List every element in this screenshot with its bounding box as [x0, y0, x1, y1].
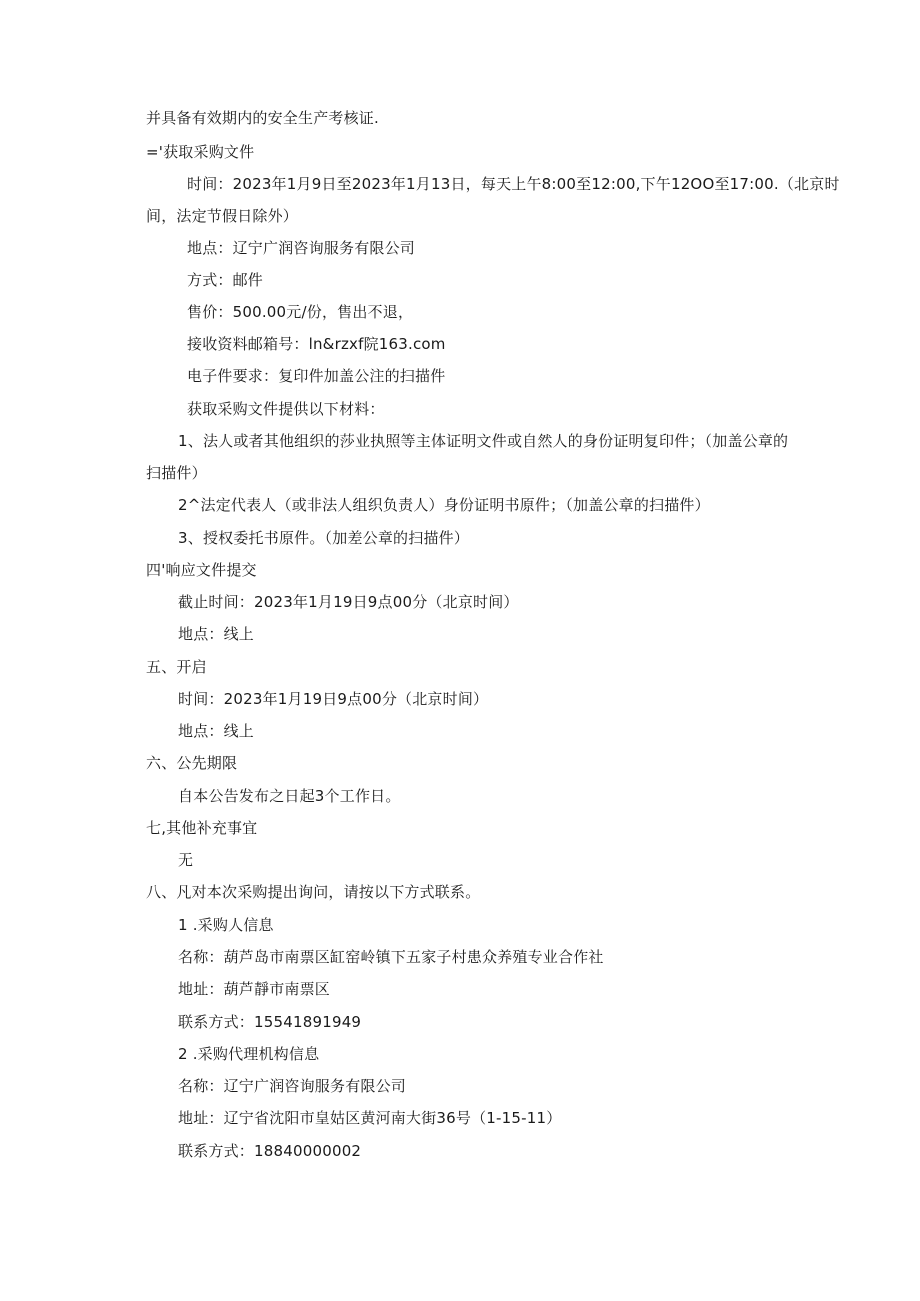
- text-line-email: 接收资料邮箱号：ln&rzxf院163.com: [187, 335, 446, 353]
- subheading-agency-info: 2 .采购代理机构信息: [178, 1045, 320, 1063]
- text-line-obtain-time: 时间：2023年1月9日至2023年1月13日，每天上午8:00至12:00,下午12OO至17:00.（北京时: [187, 175, 840, 193]
- text-line-deadline: 截止时间：2023年1月19日9点00分（北京时间）: [178, 593, 519, 611]
- list-item-material-2: 2^法定代表人（或非法人组织负责人）身份证明书原件；（加盖公章的扫描件）: [178, 496, 710, 514]
- text-line-obtain-location: 地点：辽宁广润咨询服务有限公司: [187, 239, 416, 257]
- text-line-submission-location: 地点：线上: [178, 625, 255, 643]
- section-heading-opening: 五、开启: [146, 658, 207, 676]
- text-line-agency-phone: 联系方式：18840000002: [178, 1142, 362, 1160]
- text-line-opening-time: 时间：2023年1月19日9点00分（北京时间）: [178, 690, 489, 708]
- text-line-qualification: 并具备有效期内的安全生产考核证.: [146, 109, 379, 127]
- section-heading-notice-period: 六、公先期限: [146, 754, 238, 772]
- text-line-agency-address: 地址：辽宁省沈阳市皇姑区黄河南大街36号（1-15-11）: [178, 1109, 562, 1127]
- text-line-opening-location: 地点：线上: [178, 722, 255, 740]
- section-heading-contact: 八、凡对本次采购提出询问，请按以下方式联系。: [146, 883, 481, 901]
- list-item-material-1: 1、法人或者其他组织的莎业执照等主体证明文件或自然人的身份证明复印件；（加盖公章的: [178, 432, 789, 450]
- text-line-other-matters: 无: [178, 851, 194, 869]
- section-heading-response-submission: 四'响应文件提交: [146, 561, 257, 579]
- text-line-price: 售价：500.00元/份，售出不退，: [187, 303, 414, 321]
- text-line-materials-intro: 获取采购文件提供以下材料：: [187, 400, 385, 418]
- list-item-material-1-cont: 扫描件）: [146, 464, 207, 482]
- text-line-notice-period: 自本公告发布之日起3个工作日。: [178, 787, 401, 805]
- text-line-purchaser-address: 地址：葫芦靜市南票区: [178, 980, 331, 998]
- text-line-purchaser-name: 名称：葫芦岛市南票区缸窑岭镇下五家子村患众养殖专业合作社: [178, 948, 604, 966]
- section-heading-other-matters: 七,其他补充事宜: [146, 819, 258, 837]
- section-heading-obtain-documents: ='获取采购文件: [146, 143, 255, 161]
- text-line-purchaser-phone: 联系方式：15541891949: [178, 1013, 362, 1031]
- text-line-obtain-time-cont: 间，法定节假日除外）: [146, 207, 299, 225]
- text-line-obtain-method: 方式：邮件: [187, 271, 264, 289]
- subheading-purchaser-info: 1 .采购人信息: [178, 916, 274, 934]
- text-line-electronic-requirement: 电子件要求：复印件加盖公注的扫描件: [187, 367, 446, 385]
- list-item-material-3: 3、授权委托书原件。（加差公章的扫描件）: [178, 529, 470, 547]
- text-line-agency-name: 名称：辽宁广润咨询服务有限公司: [178, 1077, 407, 1095]
